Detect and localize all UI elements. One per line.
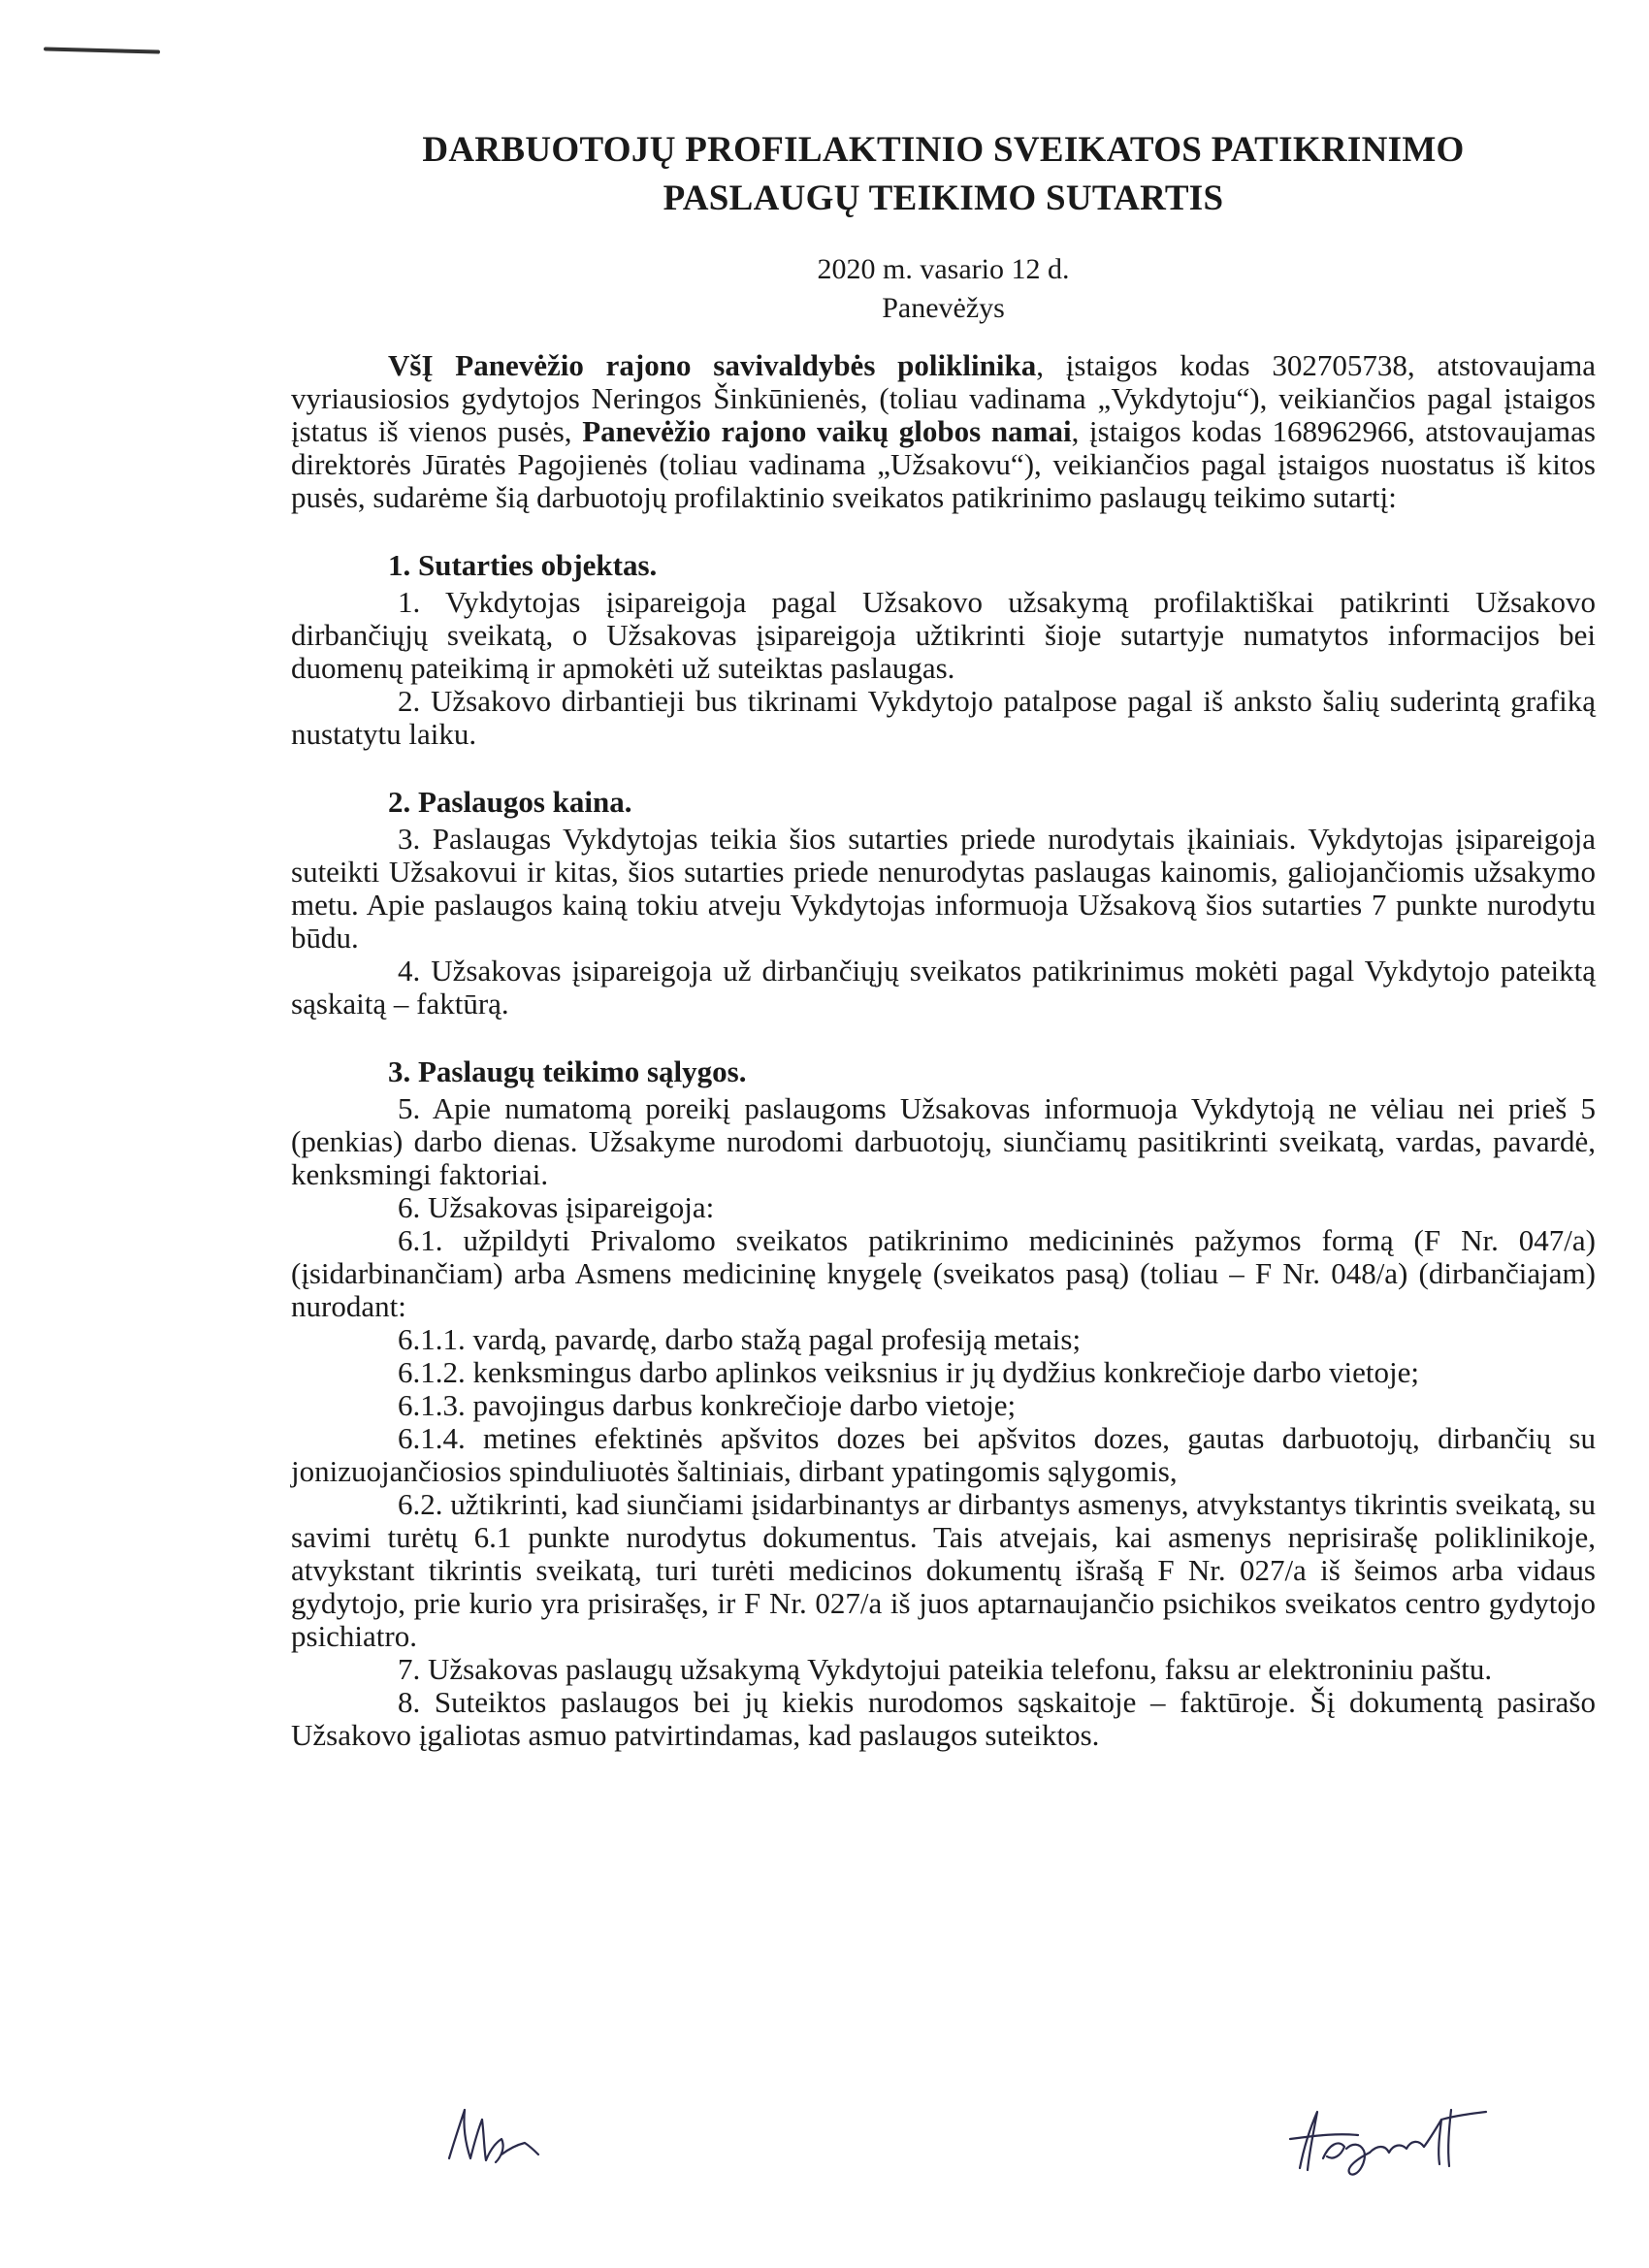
scan-artifact [44, 47, 160, 53]
sub-clause: 6.1.1. vardą, pavardę, darbo stažą pagal profesiją metais; [398, 1322, 1082, 1356]
clause: 2. Užsakovo dirbantieji bus tikrinami Vykdytojo patalpose pagal iš anksto šalių suderintą grafiką nustatytu laiku. [291, 684, 1596, 751]
signature [1280, 2090, 1504, 2187]
clause: 3. Paslaugas Vykdytojas teikia šios sutarties priede nurodytais įkainiais. Vykdytojas įsipareigoja suteikti Užsakovui ir kitas, šios sutarties priede nenurodytas paslaugas kainomis, galiojančiomis užsakymo metu. Apie paslaugos kainą tokiu atveju Vykdytojas informuoja Užsakovą šios sutarties 7 punkte nurodytu būdu. [291, 822, 1596, 955]
clause: 4. Užsakovas įsipareigoja už dirbančiųjų sveikatos patikrinimus mokėti pagal Vykdytojo pateiktą sąskaitą – faktūrą. [291, 954, 1596, 1021]
section-heading: 3. Paslaugų teikimo sąlygos. [388, 1054, 747, 1088]
intro-paragraph [291, 349, 1596, 514]
section-heading: 1. Sutarties objektas. [388, 548, 658, 582]
client-details: , įstaigos kodas 168962966, atstovaujamas direktorės Jūratės Pagojienės (toliau vadinama „Užsakovu“), veikiančios pagal įstaigos nuostatus iš kitos pusės, sudarėme šią darbuotojų profilaktinio sveikatos patikrinimo paslaugų teikimo sutartį: [291, 414, 1596, 514]
clause: 7. Užsakovas paslaugų užsakymą Vykdytojui pateikia telefonu, faksu ar elektroniniu paštu. [398, 1652, 1493, 1686]
contract-place: Panevėžys [882, 292, 1005, 324]
clause: 8. Suteiktos paslaugos bei jų kiekis nurodomos sąskaitoje – faktūroje. Šį dokumentą pasirašo Užsakovo įgaliotas asmuo patvirtindamas, kad paslaugos suteiktos. [291, 1685, 1596, 1752]
clause: 6. Užsakovas įsipareigoja: [398, 1190, 715, 1224]
provider-details: , įstaigos kodas 302705738, atstovaujama vyriausiosios gydytojos Neringos Šinkūnienės, (toliau vadinama „Vykdytoju“), veikiančios pagal įstaigos įstatus iš vienos pusės, [291, 348, 1596, 448]
provider-name: VšĮ Panevėžio rajono savivaldybės poliklinika [388, 348, 1037, 382]
sub-clause: 6.1.3. pavojingus darbus konkrečioje darbo vietoje; [398, 1388, 1017, 1422]
clause: 6.1. užpildyti Privalomo sveikatos patikrinimo medicininės pažymos formą (F Nr. 047/a) (įsidarbinančiam) arba Asmens medicininę knygelę (sveikatos pasą) (toliau – F Nr. 048/a) (dirbančiajam) nurodant: [291, 1223, 1596, 1323]
initials-signature [441, 2100, 548, 2178]
sub-clause: 6.1.4. metines efektinės apšvitos dozes bei apšvitos dozes, gautas darbuotojų, dirbančių su jonizuojančiosios spinduliuotės šaltiniais, dirbant ypatingomis sąlygomis, [291, 1421, 1596, 1488]
section-heading: 2. Paslaugos kaina. [388, 785, 632, 819]
clause: 1. Vykdytojas įsipareigoja pagal Užsakovo užsakymą profilaktiškai patikrinti Užsakovo dirbančiųjų sveikatą, o Užsakovas įsipareigoja užtikrinti šioje sutartyje numatytos informacijos bei duomenų pateikimą ir apmokėti už suteiktas paslaugas. [291, 585, 1596, 685]
document-title [291, 126, 1596, 223]
title-line-1: DARBUOTOJŲ PROFILAKTINIO SVEIKATOS PATIKRINIMO [422, 130, 1465, 170]
document-body [291, 349, 1596, 1752]
contract-date: 2020 m. vasario 12 d. [817, 253, 1070, 285]
document-page [291, 0, 1596, 2268]
clause: 5. Apie numatomą poreikį paslaugoms Užsakovas informuoja Vykdytoją ne vėliau nei prieš 5 (penkias) darbo dienas. Užsakyme nurodomi darbuotojų, siunčiamų pasitikrinti sveikatą, vardas, pavardė, kenksmingi faktoriai. [291, 1091, 1596, 1191]
date-place-block [291, 250, 1596, 328]
title-line-2: PASLAUGŲ TEIKIMO SUTARTIS [663, 178, 1224, 218]
sub-clause: 6.1.2. kenksmingus darbo aplinkos veiksnius ir jų dydžius konkrečioje darbo vietoje; [398, 1355, 1419, 1389]
clause: 6.2. užtikrinti, kad siunčiami įsidarbinantys ar dirbantys asmenys, atvykstantys tikrintis sveikatą, su savimi turėtų 6.1 punkte nurodytus dokumentus. Tais atvejais, kai asmenys neprisirašę poliklinikoje, atvykstant tikrintis sveikatą, turi turėti medicinos dokumentų išrašą F Nr. 027/a iš šeimos arba vidaus gydytojo, prie kurio yra prisirašęs, ir F Nr. 027/a iš juos aptarnaujančio psichikos sveikatos centro gydytojo psichiatro. [291, 1487, 1596, 1653]
client-name: Panevėžio rajono vaikų globos namai [582, 414, 1072, 448]
